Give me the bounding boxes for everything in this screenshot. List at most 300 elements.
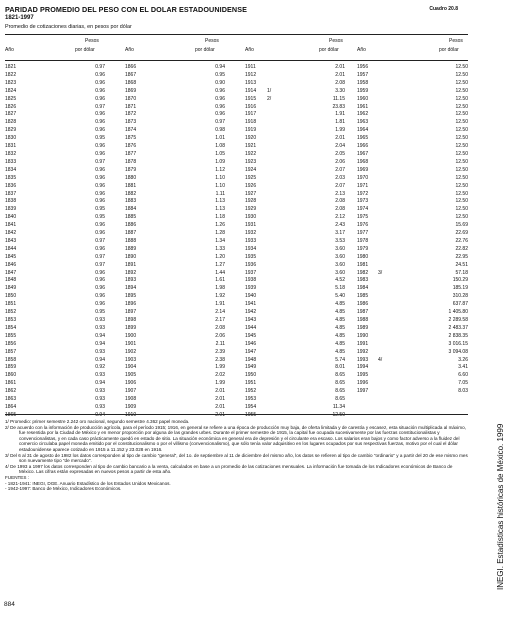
value-cell: 0.94 xyxy=(95,356,105,363)
year-cell: 1932 xyxy=(245,230,257,237)
year-cell: 1936 xyxy=(245,261,257,268)
value-cell: 12.50 xyxy=(455,182,468,189)
year-cell: 1965 xyxy=(357,135,369,142)
table-row xyxy=(5,341,468,349)
value-cell: 0.98 xyxy=(215,127,225,134)
value-cell: 0.96 xyxy=(95,293,105,300)
header-rule xyxy=(5,60,468,61)
value-cell: 2.06 xyxy=(335,158,345,165)
value-cell: 0.95 xyxy=(95,309,105,316)
value-cell: 2.01 xyxy=(335,135,345,142)
year-cell: 1996 xyxy=(357,380,369,387)
year-cell: 1905 xyxy=(125,372,137,379)
year-cell: 1859 xyxy=(5,364,17,371)
year-cell: 1982 xyxy=(357,269,369,276)
year-cell: 1984 xyxy=(357,285,369,292)
value-cell: 1.10 xyxy=(215,174,225,181)
value-cell: 1.61 xyxy=(215,277,225,284)
year-cell: 1987 xyxy=(357,309,369,316)
year-cell: 1986 xyxy=(357,301,369,308)
year-cell: 1908 xyxy=(125,396,137,403)
value-cell: 0.95 xyxy=(95,214,105,221)
year-cell: 1825 xyxy=(5,95,17,102)
year-cell: 1856 xyxy=(5,340,17,347)
col-por-dolar-label: por dólar xyxy=(195,47,215,53)
year-cell: 1861 xyxy=(5,380,17,387)
year-cell: 1886 xyxy=(125,222,137,229)
year-cell: 1918 xyxy=(245,119,257,126)
year-cell: 1983 xyxy=(357,277,369,284)
value-cell: 1.05 xyxy=(215,150,225,157)
table-row xyxy=(5,285,468,293)
value-cell: 0.97 xyxy=(95,64,105,70)
year-cell: 1930 xyxy=(245,214,257,221)
year-cell: 1994 xyxy=(357,364,369,371)
year-cell: 1967 xyxy=(357,150,369,157)
value-cell: 22.69 xyxy=(455,230,468,237)
value-cell: 0.96 xyxy=(95,245,105,252)
side-credit xyxy=(472,350,512,590)
value-cell: 0.96 xyxy=(95,127,105,134)
year-cell: 1891 xyxy=(125,261,137,268)
value-cell: 2.02 xyxy=(215,372,225,379)
table-row xyxy=(5,206,468,214)
year-cell: 1909 xyxy=(125,403,137,410)
table-row xyxy=(5,72,468,80)
page-number: 884 xyxy=(4,601,15,608)
col-pesos-label: Pesos xyxy=(329,38,343,44)
year-cell: 1832 xyxy=(5,150,17,157)
value-cell: 2.03 xyxy=(335,174,345,181)
value-cell: 0.96 xyxy=(95,71,105,78)
table-row xyxy=(5,309,468,317)
year-cell: 1940 xyxy=(245,293,257,300)
year-cell: 1852 xyxy=(5,309,17,316)
value-cell: 2.38 xyxy=(215,356,225,363)
year-cell: 1898 xyxy=(125,317,137,323)
value-cell: 310.28 xyxy=(452,293,468,300)
table-row xyxy=(5,104,468,112)
value-cell: 12.50 xyxy=(455,150,468,157)
value-cell: 0.96 xyxy=(95,174,105,181)
table-row xyxy=(5,88,468,96)
year-cell: 1862 xyxy=(5,388,17,395)
value-cell: 1.20 xyxy=(215,253,225,260)
value-cell: 0.94 xyxy=(95,380,105,387)
year-cell: 1897 xyxy=(125,309,137,316)
year-cell: 1843 xyxy=(5,237,17,244)
year-cell: 1853 xyxy=(5,317,17,323)
value-cell: 0.96 xyxy=(215,87,225,94)
year-cell: 1913 xyxy=(245,79,257,86)
value-cell: 0.96 xyxy=(95,166,105,173)
year-cell: 1876 xyxy=(125,143,137,150)
year-cell: 1870 xyxy=(125,95,137,102)
year-cell: 1860 xyxy=(5,372,17,379)
year-cell: 1912 xyxy=(245,71,257,78)
value-cell: 0.94 xyxy=(215,64,225,70)
year-cell: 1858 xyxy=(5,356,17,363)
year-cell: 1925 xyxy=(245,174,257,181)
value-cell: 2 289.58 xyxy=(448,317,468,323)
value-cell: 0.97 xyxy=(95,253,105,260)
year-cell: 1845 xyxy=(5,253,17,260)
table-row xyxy=(5,214,468,222)
year-cell: 1944 xyxy=(245,324,257,331)
year-cell: 1950 xyxy=(245,372,257,379)
year-cell: 1920 xyxy=(245,135,257,142)
value-cell: 0.93 xyxy=(95,388,105,395)
value-cell: 5.18 xyxy=(335,285,345,292)
year-cell: 1874 xyxy=(125,127,137,134)
value-cell: 0.96 xyxy=(95,111,105,118)
year-cell: 1916 xyxy=(245,103,257,110)
value-cell: 8.65 xyxy=(335,388,345,395)
value-cell: 2.17 xyxy=(215,317,225,323)
value-cell: 0.95 xyxy=(215,71,225,78)
year-cell: 1877 xyxy=(125,150,137,157)
footnote-3: 3/ Del 6 al 31 de agosto de 1982 los datos corresponden al tipo de cambio "general", del 1o. de septiembre al 11 de diciembre del mismo año, los datos se refieren al tipo de cambio "ordinario" y a partir del 20 de ese mismo mes son nuevamente tipo "de mercado". xyxy=(5,452,468,464)
year-cell: 1882 xyxy=(125,190,137,197)
value-cell: 0.96 xyxy=(95,301,105,308)
value-cell: 0.96 xyxy=(95,190,105,197)
value-cell: 12.50 xyxy=(455,79,468,86)
value-cell: 150.29 xyxy=(452,277,468,284)
value-cell: 8.65 xyxy=(335,380,345,387)
table-row xyxy=(5,333,468,341)
value-cell: 1.18 xyxy=(215,214,225,221)
value-cell: 3.60 xyxy=(335,261,345,268)
year-cell: 1946 xyxy=(245,340,257,347)
value-cell: 0.97 xyxy=(95,103,105,110)
value-cell: 0.93 xyxy=(95,324,105,331)
year-cell: 1947 xyxy=(245,348,257,355)
value-cell: 1.99 xyxy=(215,364,225,371)
table-row xyxy=(5,349,468,357)
year-cell: 1934 xyxy=(245,245,257,252)
table-row xyxy=(5,191,468,199)
value-cell: 0.97 xyxy=(215,119,225,126)
value-cell: 15.69 xyxy=(455,222,468,229)
value-cell: 0.92 xyxy=(95,364,105,371)
year-cell: 1824 xyxy=(5,87,17,94)
year-cell: 1894 xyxy=(125,285,137,292)
table-row xyxy=(5,301,468,309)
year-cell: 1928 xyxy=(245,198,257,205)
year-cell: 1959 xyxy=(357,87,369,94)
value-cell: 12.50 xyxy=(455,206,468,213)
value-cell: 12.50 xyxy=(455,190,468,197)
year-cell: 1955 xyxy=(245,411,257,418)
year-cell: 1839 xyxy=(5,206,17,213)
value-cell: 0.96 xyxy=(95,277,105,284)
year-cell: 1971 xyxy=(357,182,369,189)
year-cell: 1869 xyxy=(125,87,137,94)
col-year-label: Año xyxy=(5,47,14,53)
value-cell: 1.13 xyxy=(215,206,225,213)
value-cell: 1.10 xyxy=(215,182,225,189)
value-cell: 3.30 xyxy=(335,87,345,94)
value-cell: 22.82 xyxy=(455,245,468,252)
value-cell: 0.90 xyxy=(215,79,225,86)
value-cell: 0.94 xyxy=(95,332,105,339)
value-cell: 2.12 xyxy=(335,214,345,221)
value-cell: 2.08 xyxy=(335,198,345,205)
table-row xyxy=(5,293,468,301)
table-title: PARIDAD PROMEDIO DEL PESO CON EL DOLAR ESTADOUNIDENSE xyxy=(5,5,247,14)
year-cell: 1887 xyxy=(125,230,137,237)
year-cell: 1834 xyxy=(5,166,17,173)
value-cell: 2.07 xyxy=(335,182,345,189)
year-cell: 1899 xyxy=(125,324,137,331)
value-cell: 5.40 xyxy=(335,293,345,300)
value-cell: 12.50 xyxy=(455,64,468,70)
year-cell: 1933 xyxy=(245,237,257,244)
source-2: - 1942-1997: Banco de México, Indicadores Económicos. xyxy=(5,486,122,492)
table-row xyxy=(5,246,468,254)
value-cell: 8.65 xyxy=(335,396,345,403)
year-cell: 1976 xyxy=(357,222,369,229)
value-cell: 3.41 xyxy=(458,364,468,371)
col-pesos-label: Pesos xyxy=(205,38,219,44)
year-cell: 1849 xyxy=(5,285,17,292)
data-table xyxy=(5,64,468,420)
col-por-dolar-label: por dólar xyxy=(319,47,339,53)
value-cell: 22.76 xyxy=(455,237,468,244)
year-cell: 1960 xyxy=(357,95,369,102)
value-cell: 0.96 xyxy=(215,103,225,110)
table-row xyxy=(5,388,468,396)
year-cell: 1985 xyxy=(357,293,369,300)
year-cell: 1835 xyxy=(5,174,17,181)
value-cell: 0.96 xyxy=(95,222,105,229)
year-cell: 1841 xyxy=(5,222,17,229)
value-cell: 57.18 xyxy=(455,269,468,276)
table-number: Cuadro 20.8 xyxy=(429,6,458,12)
year-cell: 1903 xyxy=(125,356,137,363)
value-cell: 12.50 xyxy=(332,411,345,418)
value-cell: 0.96 xyxy=(95,198,105,205)
note-ref-cell: 4/ xyxy=(378,356,383,363)
table-row xyxy=(5,262,468,270)
year-cell: 1871 xyxy=(125,103,137,110)
year-cell: 1883 xyxy=(125,198,137,205)
value-cell: 0.94 xyxy=(95,411,105,418)
year-cell: 1878 xyxy=(125,158,137,165)
value-cell: 1.26 xyxy=(215,222,225,229)
year-cell: 1956 xyxy=(357,64,369,70)
year-cell: 1973 xyxy=(357,198,369,205)
year-cell: 1927 xyxy=(245,190,257,197)
value-cell: 1.44 xyxy=(215,269,225,276)
table-row xyxy=(5,159,468,167)
value-cell: 1.28 xyxy=(215,230,225,237)
table-row xyxy=(5,230,468,238)
year-cell: 1848 xyxy=(5,277,17,284)
value-cell: 0.96 xyxy=(95,87,105,94)
value-cell: 1.34 xyxy=(215,237,225,244)
year-cell: 1827 xyxy=(5,111,17,118)
value-cell: 0.97 xyxy=(95,261,105,268)
value-cell: 0.97 xyxy=(95,237,105,244)
year-cell: 1895 xyxy=(125,293,137,300)
year-cell: 1888 xyxy=(125,237,137,244)
sources-heading: FUENTES : xyxy=(5,474,29,480)
side-credit-text: INEGI. Estadísticas históricas de México. 1999 xyxy=(496,423,505,590)
value-cell: 4.85 xyxy=(335,317,345,323)
value-cell: 11.34 xyxy=(332,403,345,410)
value-cell: 1.99 xyxy=(335,127,345,134)
year-cell: 1857 xyxy=(5,348,17,355)
value-cell: 12.50 xyxy=(455,214,468,221)
value-cell: 4.85 xyxy=(335,309,345,316)
value-cell: 3.26 xyxy=(458,356,468,363)
value-cell: 3.60 xyxy=(335,269,345,276)
year-cell: 1990 xyxy=(357,332,369,339)
year-cell: 1881 xyxy=(125,182,137,189)
value-cell: 4.85 xyxy=(335,332,345,339)
value-cell: 2.01 xyxy=(335,71,345,78)
table-subtitle: Promedio de cotizaciones diarias, en pesos por dólar xyxy=(5,24,132,30)
year-cell: 1935 xyxy=(245,253,257,260)
year-cell: 1863 xyxy=(5,396,17,403)
value-cell: 4.85 xyxy=(335,324,345,331)
col-por-dolar-label: por dólar xyxy=(75,47,95,53)
value-cell: 0.93 xyxy=(95,317,105,323)
year-cell: 1875 xyxy=(125,135,137,142)
value-cell: 4.85 xyxy=(335,301,345,308)
value-cell: 2.13 xyxy=(335,190,345,197)
year-cell: 1829 xyxy=(5,127,17,134)
year-cell: 1847 xyxy=(5,269,17,276)
value-cell: 12.50 xyxy=(455,103,468,110)
year-cell: 1885 xyxy=(125,214,137,221)
year-cell: 1842 xyxy=(5,230,17,237)
year-cell: 1963 xyxy=(357,119,369,126)
value-cell: 8.01 xyxy=(335,364,345,371)
value-cell: 2 483.37 xyxy=(448,324,468,331)
table-row xyxy=(5,364,468,372)
footnotes xyxy=(5,419,468,492)
year-cell: 1831 xyxy=(5,143,17,150)
value-cell: 8.03 xyxy=(458,388,468,395)
year-cell: 1951 xyxy=(245,380,257,387)
value-cell: 0.96 xyxy=(95,269,105,276)
year-cell: 1952 xyxy=(245,388,257,395)
year-cell: 1900 xyxy=(125,332,137,339)
value-cell: 5.74 xyxy=(335,356,345,363)
value-cell: 3.17 xyxy=(335,230,345,237)
year-cell: 1865 xyxy=(5,411,17,418)
value-cell: 2.39 xyxy=(215,348,225,355)
value-cell: 2.08 xyxy=(335,206,345,213)
year-cell: 1961 xyxy=(357,103,369,110)
value-cell: 1 405.80 xyxy=(448,309,468,316)
year-cell: 1941 xyxy=(245,301,257,308)
year-cell: 1954 xyxy=(245,403,257,410)
year-cell: 1924 xyxy=(245,166,257,173)
year-cell: 1826 xyxy=(5,103,17,110)
year-cell: 1978 xyxy=(357,237,369,244)
value-cell: 0.97 xyxy=(95,158,105,165)
year-cell: 1884 xyxy=(125,206,137,213)
year-cell: 1911 xyxy=(245,64,256,70)
value-cell: 0.96 xyxy=(95,230,105,237)
year-cell: 1931 xyxy=(245,222,257,229)
year-cell: 1921 xyxy=(245,143,257,150)
value-cell: 2.06 xyxy=(215,332,225,339)
value-cell: 1.81 xyxy=(335,119,345,126)
value-cell: 3 016.15 xyxy=(448,340,468,347)
note-ref-cell: 1/ xyxy=(267,87,272,94)
value-cell: 1.91 xyxy=(335,111,345,118)
table-row xyxy=(5,143,468,151)
year-cell: 1823 xyxy=(5,79,17,86)
value-cell: 2.07 xyxy=(335,166,345,173)
year-cell: 1957 xyxy=(357,71,369,78)
year-cell: 1851 xyxy=(5,301,17,308)
value-cell: 12.50 xyxy=(455,158,468,165)
year-cell: 1970 xyxy=(357,174,369,181)
year-cell: 1966 xyxy=(357,143,369,150)
table-row xyxy=(5,396,468,404)
value-cell: 1.33 xyxy=(215,245,225,252)
value-cell: 1.13 xyxy=(215,198,225,205)
year-cell: 1988 xyxy=(357,317,369,323)
value-cell: 12.50 xyxy=(455,174,468,181)
value-cell: 2.01 xyxy=(215,388,225,395)
value-cell: 0.96 xyxy=(95,79,105,86)
top-rule xyxy=(5,34,468,35)
year-cell: 1922 xyxy=(245,150,257,157)
year-cell: 1914 xyxy=(245,87,257,94)
year-cell: 1910 xyxy=(125,411,137,418)
year-cell: 1830 xyxy=(5,135,17,142)
table-row xyxy=(5,372,468,380)
value-cell: 0.93 xyxy=(95,403,105,410)
year-cell: 1923 xyxy=(245,158,257,165)
value-cell: 3 094.08 xyxy=(448,348,468,355)
year-cell: 1868 xyxy=(125,79,137,86)
table-row xyxy=(5,357,468,365)
table-row xyxy=(5,270,468,278)
year-cell: 1896 xyxy=(125,301,137,308)
value-cell: 12.50 xyxy=(455,166,468,173)
year-cell: 1949 xyxy=(245,364,257,371)
value-cell: 1.01 xyxy=(215,135,225,142)
year-cell: 1962 xyxy=(357,111,369,118)
year-cell: 1997 xyxy=(357,388,369,395)
year-cell: 1902 xyxy=(125,348,137,355)
value-cell: 1.27 xyxy=(215,261,225,268)
year-cell: 1840 xyxy=(5,214,17,221)
value-cell: 2.08 xyxy=(335,79,345,86)
value-cell: 1.92 xyxy=(215,293,225,300)
value-cell: 0.93 xyxy=(95,348,105,355)
year-cell: 1893 xyxy=(125,277,137,284)
value-cell: 12.50 xyxy=(455,143,468,150)
value-cell: 2.05 xyxy=(335,150,345,157)
value-cell: 2.01 xyxy=(215,411,225,418)
footnote-1: 1/ Promedio: primer semestre 2.242 oro nacional, segundo semestre 4.362 papel moneda. xyxy=(5,419,190,424)
value-cell: 23.83 xyxy=(332,103,345,110)
value-cell: 1.08 xyxy=(215,143,225,150)
table-row xyxy=(5,119,468,127)
year-cell: 1889 xyxy=(125,245,137,252)
table-row xyxy=(5,254,468,262)
value-cell: 12.50 xyxy=(455,71,468,78)
year-cell: 1958 xyxy=(357,79,369,86)
